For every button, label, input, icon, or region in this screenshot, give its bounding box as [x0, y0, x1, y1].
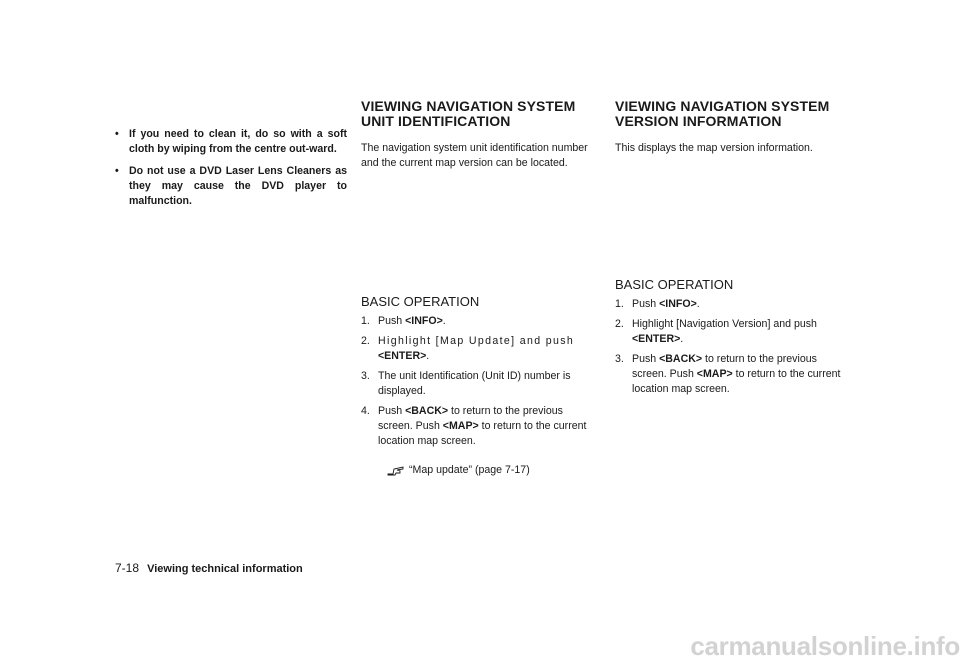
step-text: Push — [378, 405, 406, 417]
step-text: to return to the current location map screen. — [632, 368, 841, 395]
step-item — [361, 334, 600, 364]
step-text: Push — [632, 298, 660, 310]
key-label: <MAP> — [696, 368, 733, 380]
step-text: to return to the previous screen. Push — [378, 405, 563, 432]
key-label: <BACK> — [659, 353, 703, 365]
unit-id-section — [361, 99, 600, 478]
key-label: <BACK> — [405, 405, 449, 417]
step-text: Highlight [Map Update] and push — [378, 335, 575, 347]
section-heading — [361, 99, 600, 129]
footer-section-title: Viewing technical information — [147, 563, 303, 575]
bullet-text: Do not use a DVD Laser Lens Cleaners as they may cause the DVD player to malfunction. — [129, 165, 347, 207]
key-label: <INFO> — [405, 315, 443, 327]
step-item — [615, 352, 852, 397]
page-reference[interactable] — [361, 463, 600, 478]
step-number: 3. — [615, 353, 624, 365]
step-number: 2. — [361, 335, 370, 347]
step-text: . — [680, 333, 684, 345]
bullet-dot: • — [115, 165, 119, 177]
basic-operation-heading: BASIC OPERATION — [361, 294, 480, 309]
watermark: carmanualsonline.info — [690, 631, 960, 661]
key-label: <ENTER> — [632, 333, 681, 345]
step-number: 1. — [361, 315, 370, 327]
heading-line-2: VERSION INFORMATION — [615, 113, 782, 129]
page-footer — [115, 561, 303, 575]
step-list — [615, 297, 852, 397]
heading-line-1: VIEWING NAVIGATION SYSTEM — [361, 98, 576, 114]
bullet-dot: • — [115, 128, 119, 140]
step-number: 1. — [615, 298, 624, 310]
page-number: 7-18 — [115, 561, 140, 575]
step-item — [361, 404, 600, 449]
heading-line-2: UNIT IDENTIFICATION — [361, 113, 511, 129]
step-list — [361, 314, 600, 449]
step-item — [361, 314, 600, 329]
key-label: <ENTER> — [378, 350, 427, 362]
basic-operation-heading: BASIC OPERATION — [615, 277, 734, 292]
bullet-text: If you need to clean it, do so with a soft cloth by wiping from the centre out-ward. — [129, 128, 347, 155]
heading-line-1: VIEWING NAVIGATION SYSTEM — [615, 98, 830, 114]
step-text: . — [696, 298, 700, 310]
step-text: The unit Identification (Unit ID) number is displayed. — [378, 370, 571, 397]
pointing-hand-icon — [387, 465, 405, 477]
bullet-item — [115, 127, 347, 157]
step-text: to return to the previous screen. Push — [632, 353, 817, 380]
step-item — [615, 297, 852, 312]
step-number: 2. — [615, 318, 624, 330]
key-label: <INFO> — [659, 298, 697, 310]
step-text: . — [426, 350, 431, 362]
section-heading — [615, 99, 852, 129]
step-text: Push — [632, 353, 660, 365]
intro-text: The navigation system unit identification number and the current map version can be located. — [361, 142, 588, 169]
intro-text: This displays the map version information. — [615, 142, 813, 154]
step-text: to return to the current location map screen. — [378, 420, 587, 447]
step-number: 3. — [361, 370, 370, 382]
step-text: Push — [378, 315, 406, 327]
step-text: Highlight [Navigation Version] and push — [632, 318, 817, 330]
bullet-item — [115, 164, 347, 209]
step-item — [361, 369, 600, 399]
key-label: <MAP> — [442, 420, 479, 432]
step-number: 4. — [361, 405, 370, 417]
step-text: . — [442, 315, 446, 327]
reference-text[interactable]: “Map update” (page 7-17) — [409, 464, 530, 476]
step-item — [615, 317, 852, 347]
left-column — [115, 127, 347, 216]
version-info-section — [615, 99, 852, 402]
